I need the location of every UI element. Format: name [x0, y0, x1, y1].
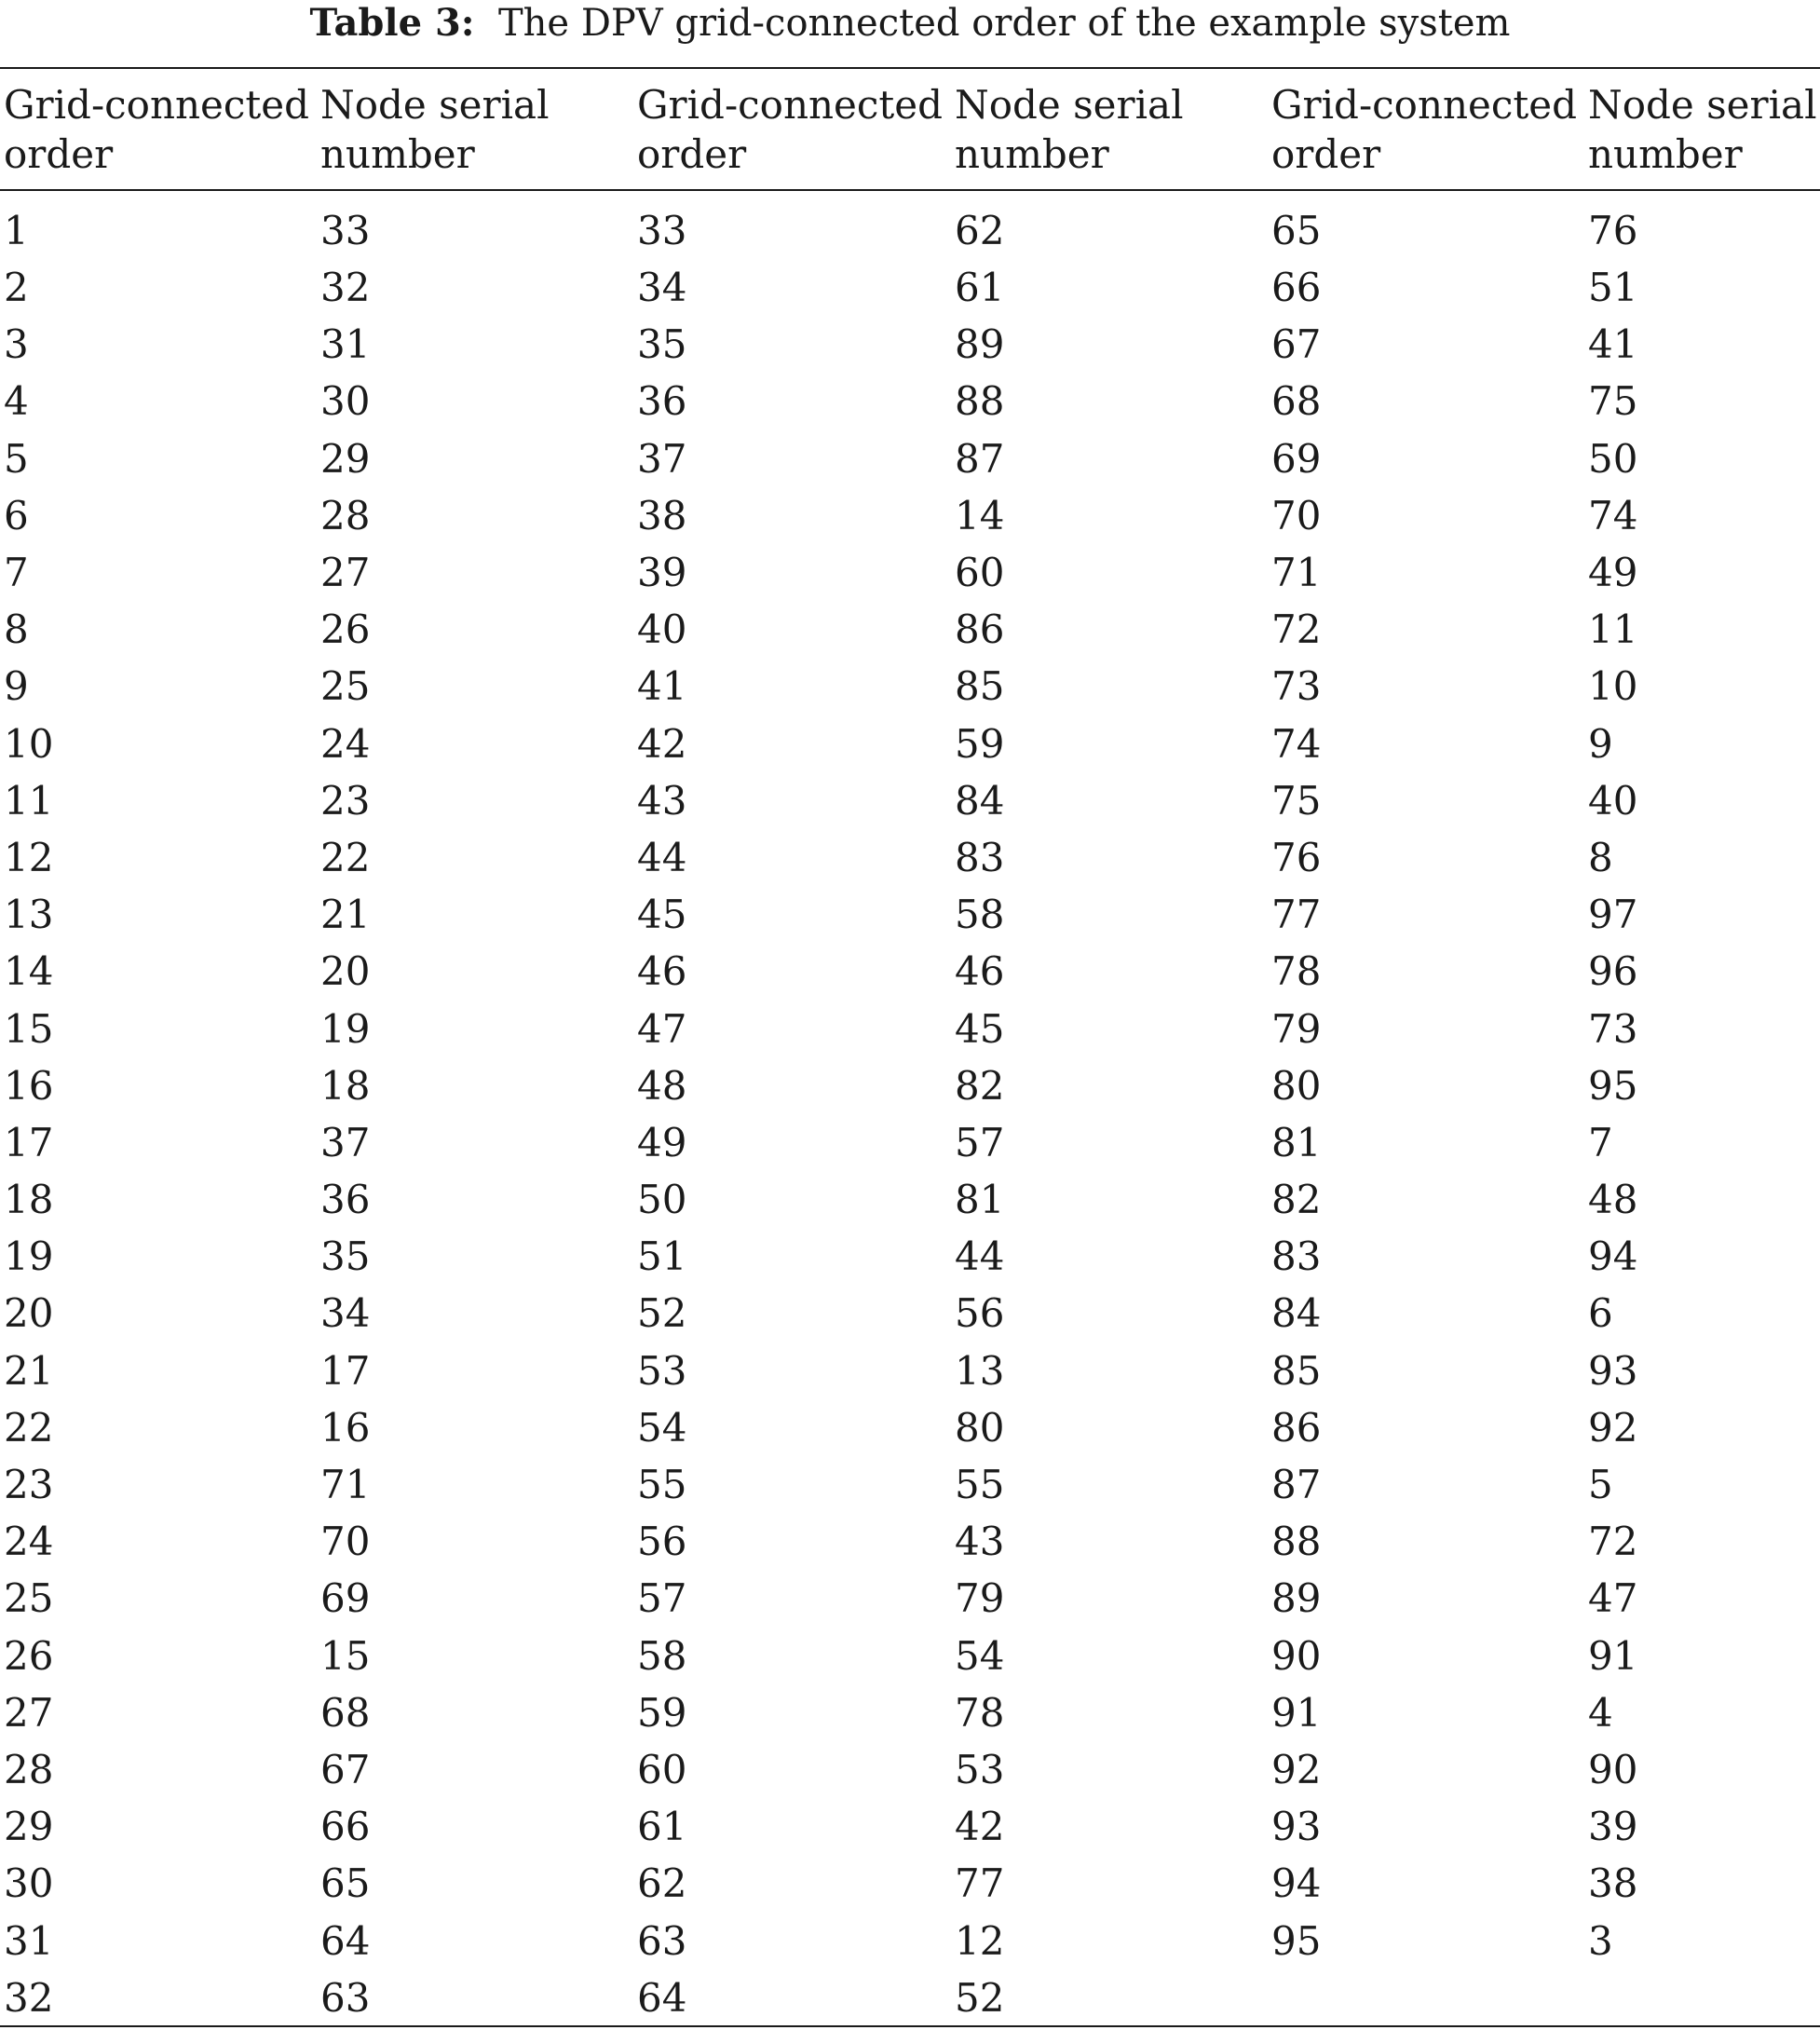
cell-node-serial-number: 45: [955, 1005, 1005, 1052]
cell-grid-connected-order: 23: [4, 1462, 54, 1508]
cell-node-serial-number: 58: [955, 892, 1005, 938]
cell-grid-connected-order: 80: [1271, 1062, 1322, 1109]
cell-node-serial-number: 61: [955, 265, 1005, 311]
cell-node-serial-number: 14: [955, 492, 1005, 538]
table-row: [0, 1171, 1820, 1228]
column-header-grid-connected-order-1: Grid-connected order: [4, 82, 310, 177]
cell-node-serial-number: 56: [955, 1290, 1005, 1337]
cell-node-serial-number: 91: [1588, 1632, 1638, 1679]
cell-grid-connected-order: 43: [637, 777, 687, 824]
table-row: [0, 259, 1820, 316]
cell-node-serial-number: 11: [1588, 606, 1638, 653]
cell-node-serial-number: 4: [1588, 1689, 1613, 1736]
grid-connected-order-table: [0, 69, 1820, 2026]
cell-grid-connected-order: 47: [637, 1005, 687, 1052]
cell-grid-connected-order: 92: [1271, 1746, 1322, 1792]
cell-node-serial-number: 19: [320, 1005, 371, 1052]
cell-grid-connected-order: 5: [4, 435, 29, 482]
cell-node-serial-number: 49: [1588, 550, 1638, 596]
cell-grid-connected-order: 31: [4, 1917, 54, 1964]
cell-node-serial-number: 23: [320, 777, 371, 824]
cell-grid-connected-order: 83: [1271, 1233, 1322, 1280]
cell-node-serial-number: 72: [1588, 1519, 1638, 1565]
table-row: [0, 1228, 1820, 1285]
cell-node-serial-number: 44: [955, 1233, 1005, 1280]
table-caption-text: The DPV grid-connected order of the example system: [497, 2, 1511, 45]
cell-grid-connected-order: 84: [1271, 1290, 1322, 1337]
table-row: [0, 1342, 1820, 1399]
cell-node-serial-number: 27: [320, 550, 371, 596]
cell-grid-connected-order: 93: [1271, 1804, 1322, 1850]
table-row: [0, 1513, 1820, 1570]
cell-grid-connected-order: 77: [1271, 892, 1322, 938]
cell-node-serial-number: 13: [955, 1347, 1005, 1394]
cell-grid-connected-order: 11: [4, 777, 54, 824]
cell-node-serial-number: 73: [1588, 1005, 1638, 1052]
table-row: [0, 373, 1820, 429]
cell-node-serial-number: 30: [320, 378, 371, 425]
table-row: [0, 1570, 1820, 1627]
table-row: [0, 1628, 1820, 1684]
cell-grid-connected-order: 69: [1271, 435, 1322, 482]
cell-node-serial-number: 33: [320, 208, 371, 253]
cell-node-serial-number: 82: [955, 1062, 1005, 1109]
cell-grid-connected-order: 48: [637, 1062, 687, 1109]
cell-grid-connected-order: 85: [1271, 1347, 1322, 1394]
cell-grid-connected-order: 88: [1271, 1519, 1322, 1565]
cell-node-serial-number: 89: [955, 321, 1005, 368]
cell-node-serial-number: 63: [320, 1974, 371, 2021]
cell-node-serial-number: 6: [1588, 1290, 1613, 1337]
cell-grid-connected-order: 16: [4, 1062, 54, 1109]
cell-grid-connected-order: 25: [4, 1575, 54, 1622]
cell-grid-connected-order: 24: [4, 1519, 54, 1565]
cell-grid-connected-order: 21: [4, 1347, 54, 1394]
cell-grid-connected-order: 26: [4, 1632, 54, 1679]
cell-node-serial-number: 78: [955, 1689, 1005, 1736]
table-row: [0, 1399, 1820, 1456]
cell-grid-connected-order: 64: [637, 1974, 687, 2021]
cell-node-serial-number: 24: [320, 720, 371, 767]
cell-grid-connected-order: 45: [637, 892, 687, 938]
cell-grid-connected-order: 81: [1271, 1119, 1322, 1165]
table-row: [0, 189, 1820, 259]
cell-node-serial-number: 67: [320, 1746, 371, 1792]
cell-grid-connected-order: 10: [4, 720, 54, 767]
cell-node-serial-number: 3: [1588, 1917, 1613, 1964]
table-row: [0, 1969, 1820, 2026]
table-row: [0, 316, 1820, 373]
cell-node-serial-number: 12: [955, 1917, 1005, 1964]
cell-node-serial-number: 69: [320, 1575, 371, 1622]
cell-node-serial-number: 77: [955, 1860, 1005, 1907]
cell-grid-connected-order: 91: [1271, 1689, 1322, 1736]
cell-grid-connected-order: 27: [4, 1689, 54, 1736]
table-caption-label: Table 3:: [309, 1, 475, 45]
cell-node-serial-number: 8: [1588, 834, 1613, 880]
table-row: [0, 1057, 1820, 1114]
cell-node-serial-number: 55: [955, 1462, 1005, 1508]
column-header-node-serial-number-1: Node serial number: [320, 82, 550, 177]
table-row: [0, 601, 1820, 658]
table-row: [0, 1000, 1820, 1056]
cell-grid-connected-order: 28: [4, 1746, 54, 1792]
cell-node-serial-number: 96: [1588, 948, 1638, 995]
cell-grid-connected-order: 55: [637, 1462, 687, 1508]
cell-grid-connected-order: 36: [637, 378, 687, 425]
cell-node-serial-number: 59: [955, 720, 1005, 767]
table-header-row: [0, 69, 1820, 189]
cell-node-serial-number: 81: [955, 1177, 1005, 1223]
cell-grid-connected-order: 44: [637, 834, 687, 880]
cell-node-serial-number: 34: [320, 1290, 371, 1337]
cell-node-serial-number: 74: [1588, 492, 1638, 538]
cell-node-serial-number: 88: [955, 378, 1005, 425]
table-row: [0, 1285, 1820, 1342]
table-row: [0, 772, 1820, 829]
cell-grid-connected-order: 1: [4, 208, 29, 253]
cell-node-serial-number: 47: [1588, 1575, 1638, 1622]
cell-grid-connected-order: 67: [1271, 321, 1322, 368]
cell-node-serial-number: 68: [320, 1689, 371, 1736]
cell-grid-connected-order: 18: [4, 1177, 54, 1223]
cell-grid-connected-order: 63: [637, 1917, 687, 1964]
cell-node-serial-number: 32: [320, 265, 371, 311]
cell-grid-connected-order: 90: [1271, 1632, 1322, 1679]
cell-node-serial-number: 38: [1588, 1860, 1638, 1907]
cell-node-serial-number: 10: [1588, 663, 1638, 710]
cell-grid-connected-order: 50: [637, 1177, 687, 1223]
table-row: [0, 1855, 1820, 1912]
cell-node-serial-number: 51: [1588, 265, 1638, 311]
cell-node-serial-number: 36: [320, 1177, 371, 1223]
cell-node-serial-number: 29: [320, 435, 371, 482]
cell-grid-connected-order: 87: [1271, 1462, 1322, 1508]
cell-node-serial-number: 90: [1588, 1746, 1638, 1792]
cell-grid-connected-order: 57: [637, 1575, 687, 1622]
cell-node-serial-number: 35: [320, 1233, 371, 1280]
cell-grid-connected-order: 29: [4, 1804, 54, 1850]
cell-node-serial-number: 84: [955, 777, 1005, 824]
cell-node-serial-number: [1584, 1969, 1820, 2026]
cell-grid-connected-order: 68: [1271, 378, 1322, 425]
cell-grid-connected-order: 95: [1271, 1917, 1322, 1964]
cell-grid-connected-order: 30: [4, 1860, 54, 1907]
cell-grid-connected-order: 6: [4, 492, 29, 538]
cell-grid-connected-order: 52: [637, 1290, 687, 1337]
cell-grid-connected-order: 13: [4, 892, 54, 938]
cell-node-serial-number: 42: [955, 1804, 1005, 1850]
cell-grid-connected-order: 58: [637, 1632, 687, 1679]
cell-grid-connected-order: 35: [637, 321, 687, 368]
column-header-grid-connected-order-3: Grid-connected order: [1271, 82, 1578, 177]
cell-node-serial-number: 76: [1588, 208, 1638, 253]
cell-grid-connected-order: 75: [1271, 777, 1322, 824]
table-row: [0, 1912, 1820, 1969]
cell-node-serial-number: 22: [320, 834, 371, 880]
table-caption: [0, 0, 1820, 56]
column-header-node-serial-number-2: Node serial number: [955, 82, 1184, 177]
cell-node-serial-number: 39: [1588, 1804, 1638, 1850]
cell-node-serial-number: 46: [955, 948, 1005, 995]
cell-node-serial-number: 17: [320, 1347, 371, 1394]
cell-grid-connected-order: 41: [637, 663, 687, 710]
cell-node-serial-number: 93: [1588, 1347, 1638, 1394]
cell-node-serial-number: 80: [955, 1404, 1005, 1451]
table-row: [0, 487, 1820, 544]
cell-node-serial-number: 52: [955, 1974, 1005, 2021]
cell-node-serial-number: 79: [955, 1575, 1005, 1622]
cell-node-serial-number: 48: [1588, 1177, 1638, 1223]
cell-node-serial-number: 18: [320, 1062, 371, 1109]
cell-node-serial-number: 71: [320, 1462, 371, 1508]
table-row: [0, 544, 1820, 601]
cell-node-serial-number: 28: [320, 492, 371, 538]
cell-node-serial-number: 37: [320, 1119, 371, 1165]
table-row: [0, 430, 1820, 487]
cell-grid-connected-order: 60: [637, 1746, 687, 1792]
cell-grid-connected-order: 33: [637, 208, 687, 253]
cell-node-serial-number: 87: [955, 435, 1005, 482]
cell-node-serial-number: 75: [1588, 378, 1638, 425]
table-row: [0, 829, 1820, 886]
cell-grid-connected-order: 53: [637, 1347, 687, 1394]
table-row: [0, 715, 1820, 772]
cell-node-serial-number: 62: [955, 208, 1005, 253]
cell-grid-connected-order: 49: [637, 1119, 687, 1165]
cell-grid-connected-order: 72: [1271, 606, 1322, 653]
cell-grid-connected-order: 71: [1271, 550, 1322, 596]
table-row: [0, 658, 1820, 715]
cell-node-serial-number: 97: [1588, 892, 1638, 938]
cell-node-serial-number: 92: [1588, 1404, 1638, 1451]
cell-node-serial-number: 57: [955, 1119, 1005, 1165]
column-header-node-serial-number-3: Node serial number: [1588, 82, 1817, 177]
cell-grid-connected-order: 76: [1271, 834, 1322, 880]
cell-node-serial-number: 5: [1588, 1462, 1613, 1508]
cell-grid-connected-order: 9: [4, 663, 29, 710]
cell-grid-connected-order: 38: [637, 492, 687, 538]
table-row: [0, 943, 1820, 1000]
cell-node-serial-number: 54: [955, 1632, 1005, 1679]
cell-node-serial-number: 15: [320, 1632, 371, 1679]
cell-node-serial-number: 40: [1588, 777, 1638, 824]
cell-node-serial-number: 95: [1588, 1062, 1638, 1109]
table-row: [0, 1741, 1820, 1798]
cell-node-serial-number: 64: [320, 1917, 371, 1964]
cell-grid-connected-order: 37: [637, 435, 687, 482]
cell-grid-connected-order: 32: [4, 1974, 54, 2021]
column-header-grid-connected-order-2: Grid-connected order: [637, 82, 944, 177]
cell-node-serial-number: 7: [1588, 1119, 1613, 1165]
cell-grid-connected-order: 20: [4, 1290, 54, 1337]
cell-node-serial-number: 94: [1588, 1233, 1638, 1280]
cell-grid-connected-order: 14: [4, 948, 54, 995]
cell-grid-connected-order: 61: [637, 1804, 687, 1850]
cell-grid-connected-order: 66: [1271, 265, 1322, 311]
cell-node-serial-number: 66: [320, 1804, 371, 1850]
table-row: [0, 1114, 1820, 1171]
cell-grid-connected-order: 4: [4, 378, 29, 425]
cell-grid-connected-order: 73: [1271, 663, 1322, 710]
cell-node-serial-number: 50: [1588, 435, 1638, 482]
cell-grid-connected-order: 46: [637, 948, 687, 995]
cell-grid-connected-order: 62: [637, 1860, 687, 1907]
cell-grid-connected-order: 89: [1271, 1575, 1322, 1622]
cell-node-serial-number: 20: [320, 948, 371, 995]
cell-node-serial-number: 83: [955, 834, 1005, 880]
cell-grid-connected-order: 7: [4, 550, 29, 596]
cell-grid-connected-order: 22: [4, 1404, 54, 1451]
cell-grid-connected-order: [1268, 1969, 1584, 2026]
cell-grid-connected-order: 56: [637, 1519, 687, 1565]
table-row: [0, 1456, 1820, 1513]
cell-grid-connected-order: 39: [637, 550, 687, 596]
cell-node-serial-number: 53: [955, 1746, 1005, 1792]
cell-grid-connected-order: 79: [1271, 1005, 1322, 1052]
cell-node-serial-number: 43: [955, 1519, 1005, 1565]
cell-grid-connected-order: 59: [637, 1689, 687, 1736]
cell-node-serial-number: 60: [955, 550, 1005, 596]
cell-grid-connected-order: 40: [637, 606, 687, 653]
cell-node-serial-number: 85: [955, 663, 1005, 710]
cell-node-serial-number: 70: [320, 1519, 371, 1565]
cell-node-serial-number: 41: [1588, 321, 1638, 368]
cell-grid-connected-order: 15: [4, 1005, 54, 1052]
cell-grid-connected-order: 51: [637, 1233, 687, 1280]
cell-grid-connected-order: 86: [1271, 1404, 1322, 1451]
cell-node-serial-number: 21: [320, 892, 371, 938]
cell-node-serial-number: 16: [320, 1404, 371, 1451]
cell-grid-connected-order: 54: [637, 1404, 687, 1451]
cell-node-serial-number: 9: [1588, 720, 1613, 767]
cell-grid-connected-order: 8: [4, 606, 29, 653]
cell-grid-connected-order: 94: [1271, 1860, 1322, 1907]
table-body: [0, 189, 1820, 2026]
cell-grid-connected-order: 34: [637, 265, 687, 311]
cell-grid-connected-order: 70: [1271, 492, 1322, 538]
cell-grid-connected-order: 19: [4, 1233, 54, 1280]
cell-node-serial-number: 25: [320, 663, 371, 710]
cell-grid-connected-order: 17: [4, 1119, 54, 1165]
cell-grid-connected-order: 2: [4, 265, 29, 311]
table-row: [0, 886, 1820, 943]
cell-node-serial-number: 65: [320, 1860, 371, 1907]
cell-grid-connected-order: 12: [4, 834, 54, 880]
cell-grid-connected-order: 3: [4, 321, 29, 368]
table-row: [0, 1684, 1820, 1741]
cell-grid-connected-order: 42: [637, 720, 687, 767]
cell-node-serial-number: 26: [320, 606, 371, 653]
cell-grid-connected-order: 65: [1271, 208, 1322, 253]
cell-grid-connected-order: 78: [1271, 948, 1322, 995]
table-row: [0, 1798, 1820, 1855]
cell-node-serial-number: 86: [955, 606, 1005, 653]
cell-node-serial-number: 31: [320, 321, 371, 368]
cell-grid-connected-order: 74: [1271, 720, 1322, 767]
cell-grid-connected-order: 82: [1271, 1177, 1322, 1223]
